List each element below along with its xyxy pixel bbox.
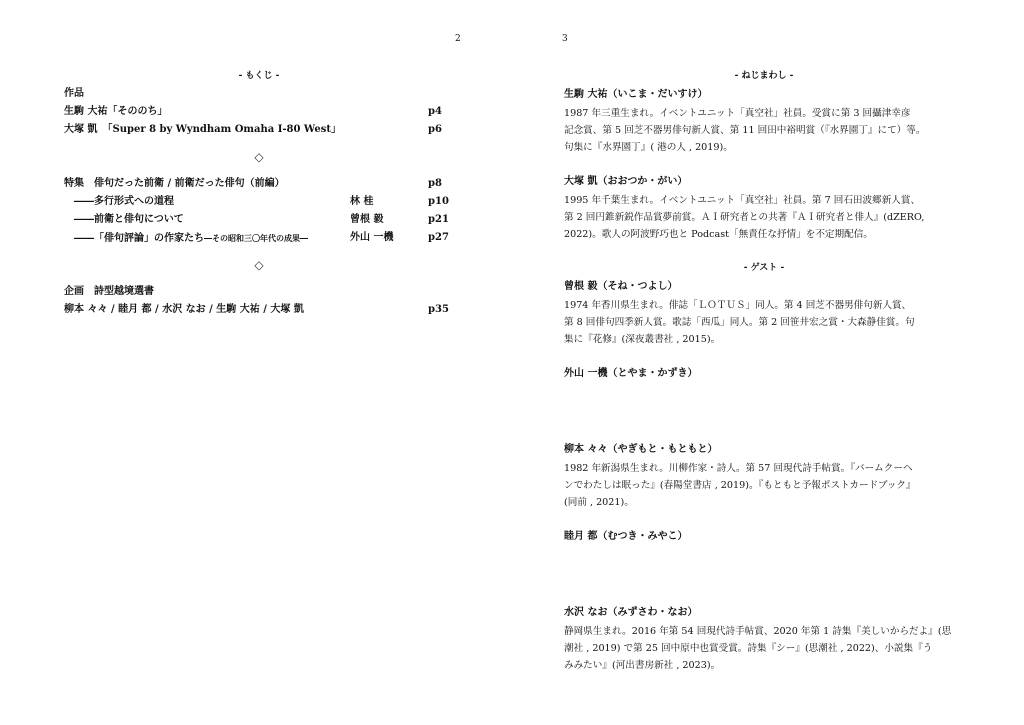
toc-entry[interactable] — [64, 229, 454, 247]
toc-entry-page: p35 — [428, 304, 449, 315]
toc-entry[interactable] — [64, 121, 454, 139]
toc-entry-project[interactable] — [64, 283, 454, 301]
toc-entry-title: ――多行形式への道程 — [74, 196, 174, 207]
toc-entry[interactable] — [64, 211, 454, 229]
toc-entry-title: 企画 詩型越境選書 — [64, 286, 154, 297]
toc-entry-page: p21 — [428, 214, 449, 225]
toc-entry-title: ――前衛と俳句について — [74, 214, 184, 225]
contributor-name: 柳本 々々（やぎもと・もともと） — [564, 444, 718, 455]
toc-entry-page: p10 — [428, 196, 449, 207]
toc-heading: - もくじ - — [238, 71, 280, 81]
diamond-separator: ◇ — [254, 150, 264, 164]
toc-entry-title: ――「俳句評論」の作家たち — [74, 233, 204, 244]
contributor-name: 水沢 なお（みずさわ・なお） — [564, 607, 698, 618]
page-number-left: 2 — [455, 34, 461, 44]
toc-entry[interactable] — [64, 301, 454, 319]
toc-entry-page: p6 — [428, 124, 442, 135]
toc-entry-title: 特集 俳句だった前衛 / 前衛だった俳句（前編） — [64, 178, 285, 189]
toc-entry-page: p27 — [428, 232, 449, 243]
toc-entry-title: 生駒 大祐「そののち」 — [64, 106, 168, 117]
toc-section-works — [64, 85, 454, 103]
contributor-name: 曾根 毅（そね・つよし） — [564, 281, 678, 292]
toc-entry-title: 大塚 凱 「Super 8 by Wyndham Omaha I-80 West」 — [64, 124, 341, 135]
toc-entry-author: 林 桂 — [350, 196, 374, 207]
right-page — [512, 0, 1024, 725]
toc-entry-author: 外山 一機 — [350, 232, 394, 243]
contributor-bio: 1987 年三重生まれ。イベントユニット「真空社」社員。受賞に第 3 回攝津幸彦 記念賞、第 5 回芝不器男俳句新人賞、第 11 回田中裕明賞（『水界園丁』にて）等。 句集に『水界園丁』( 港の人 , 2019)。 — [564, 108, 926, 153]
toc-entry-author: 曾根 毅 — [350, 214, 384, 225]
diamond-separator: ◇ — [254, 258, 264, 272]
contributor-bio: 1974 年香川県生まれ。俳誌「ＬＯＴＵＳ」同人。第 4 回芝不器男俳句新人賞、 第 8 回俳句四季新人賞。歌誌「西瓜」同人。第 2 回笹井宏之賞・大森静佳賞。句 集に『花修』(深夜叢書社 , 2015)。 — [564, 300, 915, 345]
contributor-name: 生駒 大祐（いこま・だいすけ） — [564, 89, 708, 100]
contributor-bio: 静岡県生まれ。2016 年第 54 回現代詩手帖賞、2020 年第 1 詩集『美しいからだよ』(思 潮社 , 2019) で第 25 回中原中也賞受賞。詩集『シー』(思潮社 , 2022)、小説集『う みみたい』(河出書房新社 , 2023)。 — [564, 626, 952, 671]
guest-heading: - ゲスト - — [743, 263, 785, 273]
toc-entry-feature[interactable] — [64, 175, 454, 193]
contributors-list — [564, 67, 964, 674]
contributor-name: 外山 一機（とやま・かずき） — [564, 368, 698, 379]
contributor-bio: 1982 年新潟県生まれ。川柳作家・詩人。第 57 回現代詩手帖賞。『バームクーヘ ンでわたしは眠った』(春陽堂書店 , 2019)。『もともと予報ポストカードブック』 (同前 , 2021)。 — [564, 463, 916, 508]
toc-entry[interactable] — [64, 103, 454, 121]
toc-entry-title-wrap — [74, 229, 308, 248]
toc-entry-authors: 柳本 々々 / 睦月 都 / 水沢 なお / 生駒 大祐 / 大塚 凱 — [64, 304, 304, 315]
toc-entry-page: p8 — [428, 178, 442, 189]
toc-entry-subtitle: ―その昭和三〇年代の成果― — [204, 233, 308, 243]
page-number-right: 3 — [562, 34, 568, 44]
toc-entry[interactable] — [64, 193, 454, 211]
toc-entry-page: p4 — [428, 106, 442, 117]
table-of-contents — [64, 67, 454, 319]
contributor-name: 睦月 都（むつき・みやこ） — [564, 531, 688, 542]
members-heading: - ねじまわし - — [734, 71, 794, 81]
contributor-bio: 1995 年千葉生まれ。イベントユニット「真空社」社員。第 7 回石田波郷新人賞、 第 2 回円錐新鋭作品賞夢前賞。ＡＩ研究者との共著『ＡＩ研究者と俳人』(dZERO, 2022)。歌人の阿波野巧也と Podcast「無責任な抒情」を不定期配信。 — [564, 195, 925, 240]
toc-section-label: 作品 — [64, 88, 84, 99]
contributor-name: 大塚 凱（おおつか・がい） — [564, 176, 688, 187]
